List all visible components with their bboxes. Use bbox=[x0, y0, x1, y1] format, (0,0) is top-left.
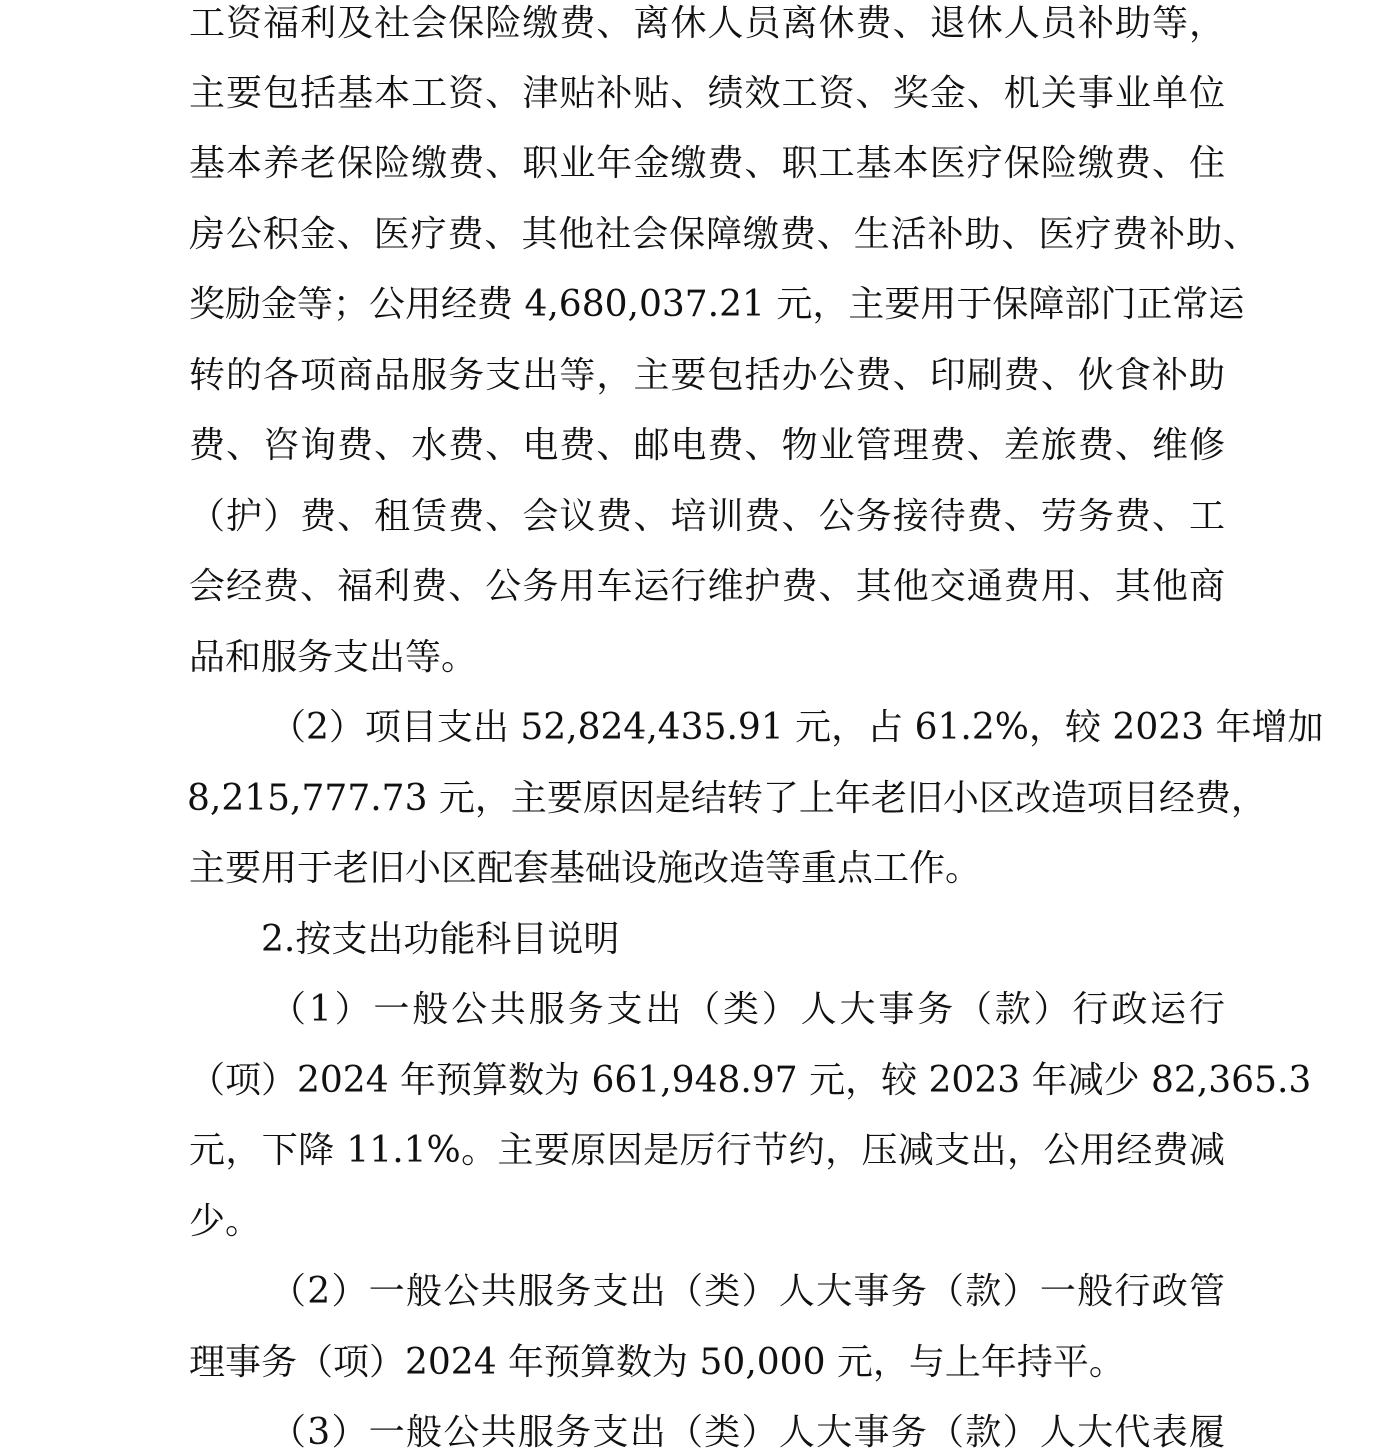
section-heading-functional-subjects: 2.按支出功能科目说明 bbox=[261, 919, 620, 960]
text-line-general-admin-budget: 理事务（项）2024 年预算数为 50,000 元，与上年持平。 bbox=[189, 1342, 1125, 1383]
text-line-public-expense: 奖励金等；公用经费 4,680,037.21 元，主要用于保障部门正常运 bbox=[189, 284, 1245, 325]
text-line-union-fees: 会经费、福利费、公务用车运行维护费、其他交通费用、其他商 bbox=[189, 566, 1225, 607]
text-line-project-expense: （2）项目支出 52,824,435.91 元，占 61.2%，较 2023 年增加 bbox=[270, 707, 1324, 748]
text-line-admin-operation-end: 少。 bbox=[189, 1201, 262, 1242]
text-line-admin-operation-decrease: 元，下降 11.1%。主要原因是厉行节约，压减支出，公用经费减 bbox=[189, 1130, 1225, 1171]
text-line-maintenance-fees: （护）费、租赁费、会议费、培训费、公务接待费、劳务费、工 bbox=[189, 496, 1225, 537]
text-line-other-goods: 品和服务支出等。 bbox=[189, 637, 478, 678]
text-line-admin-operation: （1）一般公共服务支出（类）人大事务（款）行政运行 bbox=[270, 989, 1225, 1030]
text-line-goods-services: 转的各项商品服务支出等，主要包括办公费、印刷费、伙食补助 bbox=[189, 355, 1225, 396]
text-line-project-increase: 8,215,777.73 元，主要原因是结转了上年老旧小区改造项目经费， bbox=[187, 778, 1267, 819]
text-line-personnel-expense-items: 工资福利及社会保险缴费、离休人员离休费、退休人员补助等， bbox=[189, 3, 1225, 44]
text-line-basic-salary-items: 主要包括基本工资、津贴补贴、绩效工资、奖金、机关事业单位 bbox=[189, 73, 1225, 114]
text-line-deputy-duties: （3）一般公共服务支出（类）人大事务（款）人大代表履 bbox=[270, 1412, 1225, 1453]
text-line-housing-fund-items: 房公积金、医疗费、其他社会保障缴费、生活补助、医疗费补助、 bbox=[189, 214, 1259, 255]
text-line-general-admin: （2）一般公共服务支出（类）人大事务（款）一般行政管 bbox=[270, 1271, 1225, 1312]
text-line-project-purpose: 主要用于老旧小区配套基础设施改造等重点工作。 bbox=[189, 848, 982, 889]
text-line-office-fees: 费、咨询费、水费、电费、邮电费、物业管理费、差旅费、维修 bbox=[189, 425, 1225, 466]
text-line-insurance-items: 基本养老保险缴费、职业年金缴费、职工基本医疗保险缴费、住 bbox=[189, 143, 1225, 184]
text-line-admin-operation-budget: （项）2024 年预算数为 661,948.97 元，较 2023 年减少 82,365.3 bbox=[189, 1060, 1312, 1101]
